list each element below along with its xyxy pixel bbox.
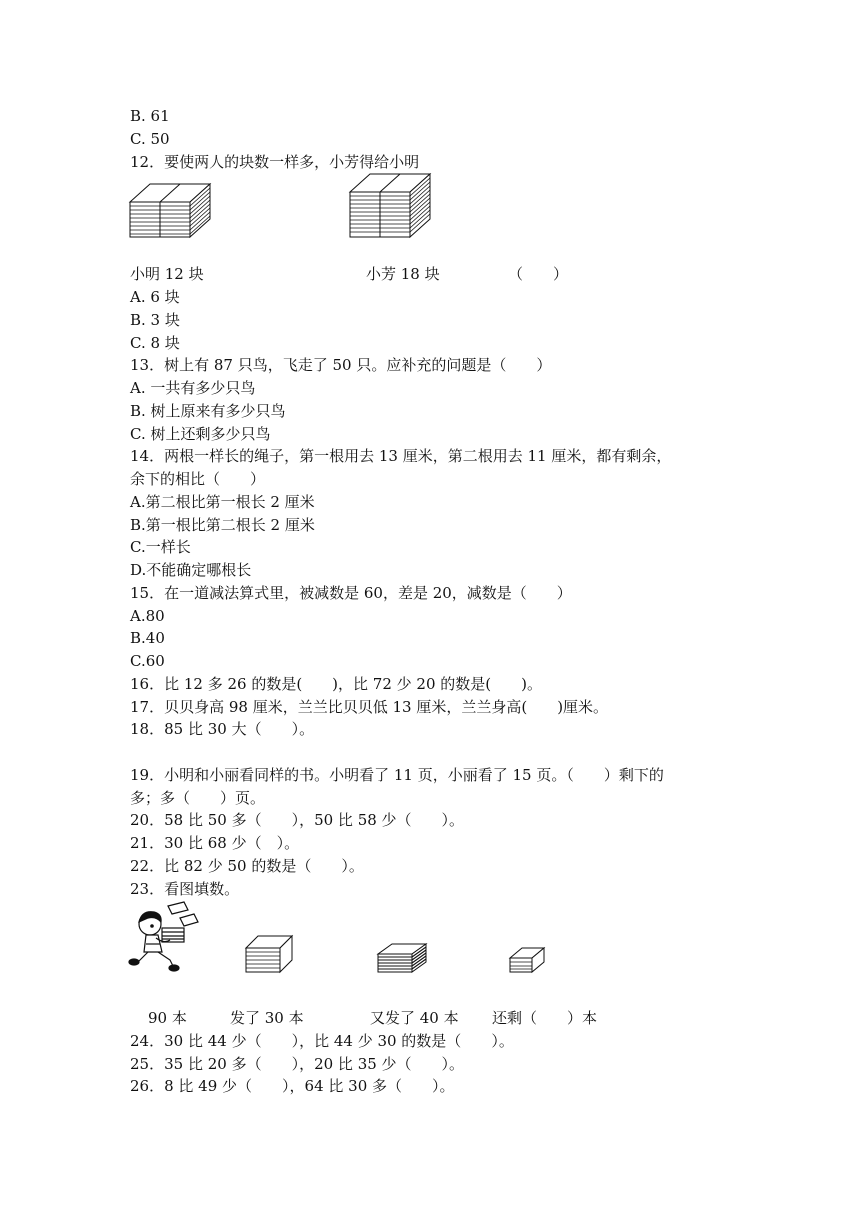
q13-option-c: C. 树上还剩多少只鸟: [130, 425, 271, 443]
q12-label-xiaoming: 小明 12 块: [130, 265, 204, 283]
q22-question: 22．比 82 少 50 的数是（ ）。: [130, 857, 364, 875]
q12-option-c: C. 8 块: [130, 334, 180, 352]
q15-option-a: A.80: [130, 607, 165, 625]
q23-label-total: 90 本: [148, 1009, 187, 1027]
q25-question: 25．35 比 20 多（ ），20 比 35 少（ ）。: [130, 1055, 465, 1073]
stack-of-books-icon: [508, 946, 546, 974]
stack-of-books-icon: [244, 934, 294, 974]
q20-question: 20．58 比 50 多（ ），50 比 58 少（ ）。: [130, 811, 465, 829]
q15-option-c: C.60: [130, 652, 165, 670]
q18-question: 18．85 比 30 大（ ）。: [130, 720, 315, 738]
q13-question: 13．树上有 87 只鸟，飞走了 50 只。应补充的问题是（ ）: [130, 356, 552, 374]
q12-option-a: A. 6 块: [130, 288, 180, 306]
q11-option-b: B. 61: [130, 107, 170, 125]
q17-question: 17．贝贝身高 98 厘米，兰兰比贝贝低 13 厘米，兰兰身高( )厘米。: [130, 698, 609, 716]
q26-question: 26．8 比 49 少（ ），64 比 30 多（ ）。: [130, 1077, 455, 1095]
q14-option-c: C.一样长: [130, 538, 191, 556]
stack-of-books-icon: [376, 942, 428, 974]
q23-label-remaining: 还剩（ ）本: [492, 1009, 598, 1027]
q19-question-line2: 多；多（ ）页。: [130, 789, 266, 807]
q23-question: 23．看图填数。: [130, 880, 240, 898]
q12-label-xiaofang: 小芳 18 块: [366, 265, 440, 283]
q23-label-gave-first: 发了 30 本: [230, 1009, 304, 1027]
stack-of-books-icon: [128, 182, 212, 240]
stack-of-books-icon: [348, 172, 432, 240]
q14-question-line2: 余下的相比（ ）: [130, 470, 266, 488]
q24-question: 24．30 比 44 少（ ），比 44 少 30 的数是（ ）。: [130, 1032, 514, 1050]
q12-option-b: B. 3 块: [130, 311, 180, 329]
q23-label-gave-second: 又发了 40 本: [370, 1009, 459, 1027]
q14-option-a: A.第二根比第一根长 2 厘米: [130, 493, 315, 511]
q14-option-d: D.不能确定哪根长: [130, 561, 252, 579]
q12-question: 12．要使两人的块数一样多，小芳得给小明: [130, 153, 420, 171]
q15-option-b: B.40: [130, 629, 165, 647]
q13-option-a: A. 一共有多少只鸟: [130, 379, 256, 397]
q15-question: 15．在一道减法算式里，被减数是 60，差是 20，减数是（ ）: [130, 584, 572, 602]
q14-option-b: B.第一根比第二根长 2 厘米: [130, 516, 315, 534]
boy-carrying-books-icon: [128, 900, 202, 974]
q11-option-c: C. 50: [130, 130, 170, 148]
q12-answer-blank: （ ）: [508, 265, 569, 283]
q14-question-line1: 14．两根一样长的绳子，第一根用去 13 厘米，第二根用去 11 厘米，都有剩余，: [130, 447, 672, 465]
q13-option-b: B. 树上原来有多少只鸟: [130, 402, 286, 420]
q16-question: 16．比 12 多 26 的数是( )，比 72 少 20 的数是( )。: [130, 675, 542, 693]
q19-question-line1: 19．小明和小丽看同样的书。小明看了 11 页，小丽看了 15 页。（ ）剩下的: [130, 766, 664, 784]
q21-question: 21．30 比 68 少（ ）。: [130, 834, 300, 852]
